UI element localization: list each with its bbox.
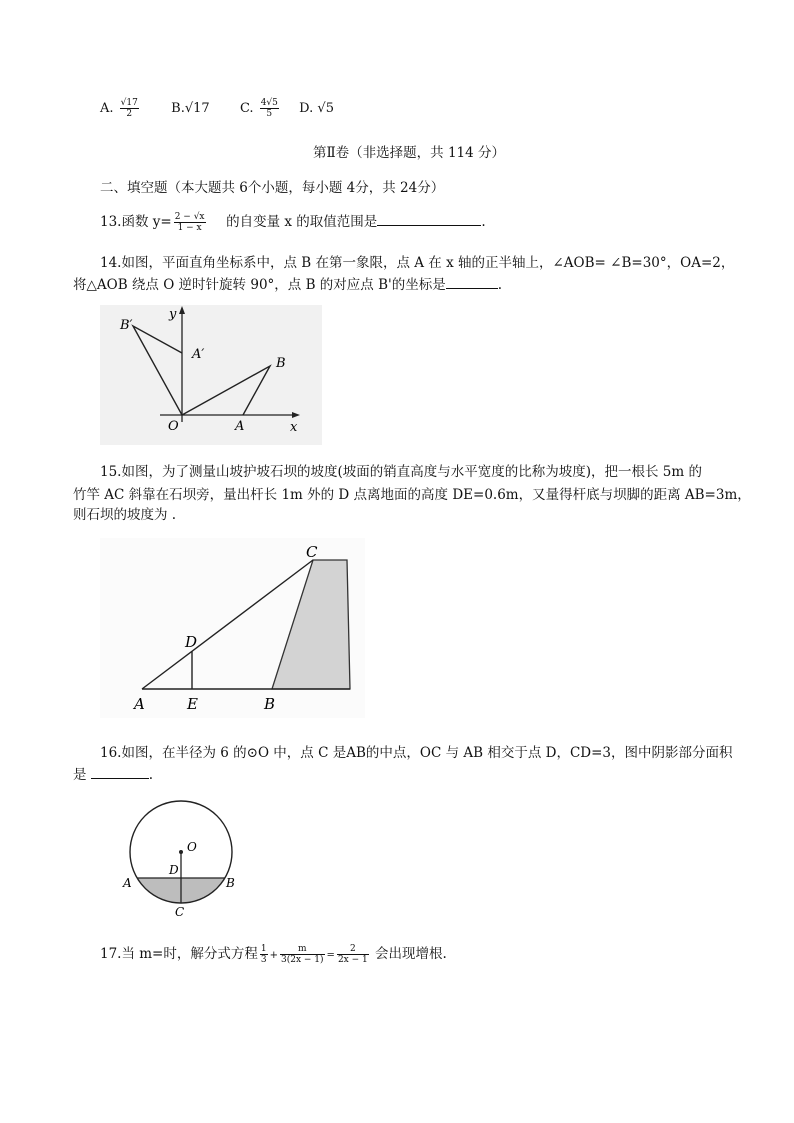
part-heading: 二、填空题（本大题共 6个小题，每小题 4分，共 24分） <box>100 180 445 196</box>
q14-line1: 14.如图，平面直角坐标系中，点 B 在第一象限，点 A 在 x 轴的正半轴上，∠AOB= ∠B=30°，OA=2， <box>100 255 735 271</box>
q17-suffix: 会出现增根. <box>375 946 447 962</box>
q13-suffix: 的自变量 x 的取值范围是 <box>226 214 378 230</box>
label-b: B <box>226 876 235 890</box>
q14-answer-blank <box>446 276 498 289</box>
option-b-value: √17 <box>184 101 210 116</box>
q17-fraction-1: $\frac{1}{3}$ <box>260 944 267 965</box>
label-b-prime: B′ <box>120 318 133 333</box>
label-c: C <box>306 543 318 561</box>
section-title: 第Ⅱ卷（非选择题，共 114 分） <box>313 145 506 161</box>
label-b: B <box>264 695 276 713</box>
q13-prefix: 13.函数 y= <box>100 214 172 230</box>
option-d-label: D. <box>299 101 314 116</box>
option-a-fraction: $\frac{√17}{2}$ <box>120 98 138 119</box>
option-a-label: A. <box>100 101 114 116</box>
label-o: O <box>187 840 197 854</box>
figure-15-dam <box>100 538 365 718</box>
label-a-prime: A′ <box>192 347 205 362</box>
q16-line1: 16.如图，在半径为 6 的⊙O 中，点 C 是AB的中点，OC 与 AB 相交于点 D，CD=3，图中阴影部分面积 <box>100 745 733 761</box>
label-a: A <box>134 695 145 713</box>
label-a: A <box>235 419 245 434</box>
option-c-fraction: $\frac{4√5}{5}$ <box>260 98 278 119</box>
q15-line3: 则石坝的坡度为 . <box>73 507 177 523</box>
q16-line2: 是 . <box>73 767 154 783</box>
label-a: A <box>123 876 132 890</box>
question-13: 13.函数 y= $\frac{2 - √x}{1 - x}$ 的自变量 x 的取值范围是 . <box>100 212 486 233</box>
q17-prefix: 17.当 m=时，解分式方程 <box>100 946 258 962</box>
label-x: x <box>290 420 298 435</box>
figure-14-coordinate <box>100 300 322 445</box>
question-17: 17.当 m=时，解分式方程 $\frac{1}{3}$ + $\frac{m}{3(2x - 1)}$ = $\frac{2}{2x - 1}$ 会出现增根. <box>100 944 447 965</box>
label-c: C <box>175 905 185 919</box>
label-b: B <box>276 356 286 371</box>
q17-fraction-2: $\frac{m}{3(2x - 1)}$ <box>281 944 324 965</box>
option-c-label: C. <box>239 101 254 116</box>
center-point <box>179 850 183 854</box>
label-o: O <box>168 419 179 434</box>
figure-16-circle <box>115 800 245 925</box>
q17-fraction-3: $\frac{2}{2x - 1}$ <box>337 944 368 965</box>
label-y: y <box>169 307 177 322</box>
option-b-label: B. <box>171 101 185 116</box>
q14-line2: 将△AOB 绕点 O 逆时针旋转 90°，点 B 的对应点 B'的坐标是 . <box>73 277 503 293</box>
label-d: D <box>169 863 179 877</box>
option-d-value: √5 <box>317 101 334 116</box>
q13-fraction: $\frac{2 - √x}{1 - x}$ <box>174 212 205 233</box>
q15-line2: 竹竿 AC 斜靠在石坝旁，量出杆长 1m 外的 D 点离地面的高度 DE=0.6m，又量得杆底与坝脚的距离 AB=3m， <box>73 487 751 503</box>
q13-answer-blank <box>377 213 481 226</box>
q16-answer-blank <box>91 766 149 779</box>
q15-line1: 15.如图，为了测量山坡护坡石坝的坡度(坡面的销直高度与水平宽度的比称为坡度)，把一根长 5m 的 <box>100 464 702 480</box>
label-d: D <box>185 633 198 651</box>
label-e: E <box>187 695 198 713</box>
q12-options <box>100 98 334 119</box>
